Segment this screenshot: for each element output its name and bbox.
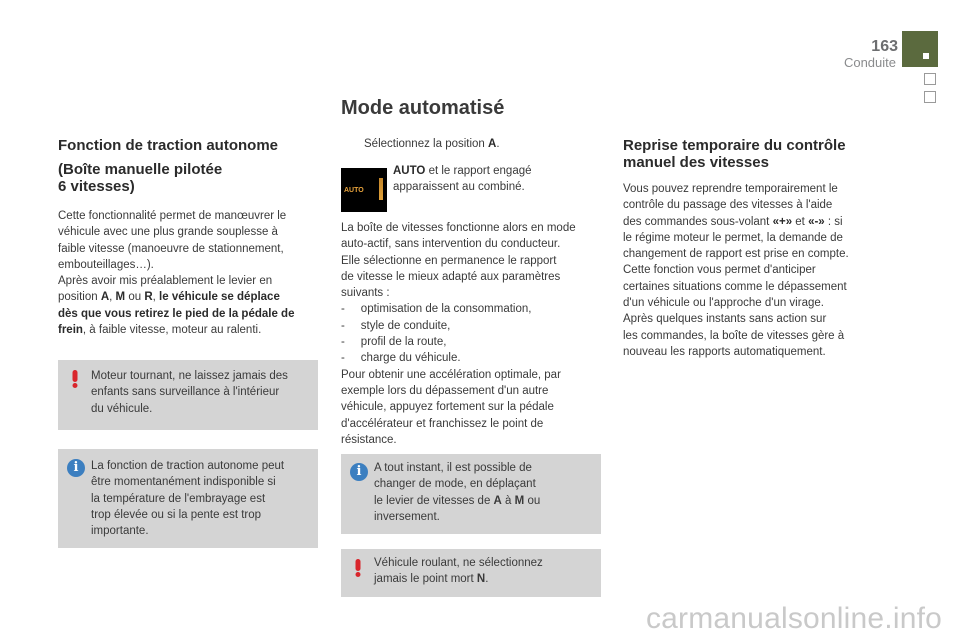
warning-text [374,555,543,588]
body-line: Après avoir mis préalablement le levier en [58,275,273,288]
warning-icon [67,370,83,388]
body-line: faible vitesse (manoeuvre de stationnement, [58,242,284,255]
heading-line-1: Reprise temporaire du contrôle [623,137,846,154]
warning-text [91,368,288,417]
text-run: ou [524,494,541,507]
text-run: , à faible vitesse, moteur au ralenti. [82,324,262,337]
left-column [58,137,323,338]
body-line: véhicule avec une plus grande souplesse à [58,226,278,239]
text-run: position [58,291,101,304]
text-run: : si [824,215,843,228]
subheading-line-1: (Boîte manuelle pilotée [58,161,223,178]
box-line: du véhicule. [91,402,153,415]
info-icon: i [350,463,368,481]
box-line: inversement. [374,510,440,523]
middle-body [341,220,606,448]
warning-box-children [58,360,318,430]
info-box-traction [58,449,318,548]
position-m: M [514,494,525,507]
position-n: N [476,573,486,586]
box-line: importante. [91,525,149,538]
info-text [91,458,284,539]
text-run: , [109,291,116,304]
body-line: auto-actif, sans intervention du conducteur. [341,238,561,251]
minus-paddle: «-» [808,215,825,228]
section-heading-manual [623,137,888,171]
position-a: A [488,138,497,150]
display-auto-label: AUTO [344,187,364,194]
bold-run: AUTO [393,165,426,177]
body-line: embouteillages…). [58,258,154,271]
main-title: Mode automatisé [341,97,505,119]
box-line: trop élevée ou si la pente est trop [91,508,262,521]
watermark: carmanualsonline.info [645,602,942,635]
text-run: ou [125,291,145,304]
chapter-tab[interactable] [902,31,938,67]
body-line: changement de rapport est prise en compte. [623,248,849,261]
heading-line-2: manuel des vitesses [623,154,769,171]
text-run: Sélectionnez la position [364,138,489,150]
text-run: . [496,138,500,150]
body-line: La boîte de vitesses fonctionne alors en mode [341,222,576,234]
text-run: . [485,573,489,586]
text-run: à [501,494,515,507]
info-box-mode [341,454,601,534]
body-line [393,163,532,179]
info-icon: i [67,459,85,477]
text-run: et le rapport engagé [425,165,532,177]
body-line: Elle sélectionne en permanence le rapport [341,254,557,267]
body-line: les commandes, la boîte de vitesses gère à [623,329,845,342]
box-line: enfants sans surveillance à l'intérieur [91,386,280,399]
box-line: être momentanément indisponible si [91,476,276,489]
body-line: apparaissent au combiné. [393,181,525,194]
chapter-tab-empty-2[interactable] [924,91,936,103]
text-run: et [792,215,809,228]
bold-run: le véhicule se déplace [159,291,280,304]
section-name: Conduite [843,55,896,70]
warning-box-neutral [341,549,601,597]
list-item: - charge du véhicule. [341,352,461,365]
body-line: Après quelques instants sans action sur [623,313,827,326]
right-body [623,181,888,360]
auto-display-image [341,168,387,212]
chapter-tab-empty-1[interactable] [924,73,936,85]
list-item: - style de conduite, [341,319,451,332]
body-line [58,289,323,305]
text-run: , [152,291,160,304]
tab-dot [923,53,929,59]
body-line: d'accélérateur et franchissez le point de [341,417,544,430]
display-gear-bar [379,178,383,200]
box-line: Véhicule roulant, ne sélectionnez [374,557,543,569]
position-m: M [115,291,126,304]
text-run: le levier de vitesses de [374,494,494,507]
body-line: certaines situations comme le dépassement [623,280,847,293]
box-line [374,571,543,587]
body-line: Pour obtenir une accélération optimale, par [341,368,561,381]
plus-paddle: «+» [772,215,793,228]
subheading-line-2: 6 vitesses) [58,178,135,195]
box-line: changer de mode, en déplaçant [374,478,536,491]
bold-run: frein [58,324,83,337]
body-line: exemple lors du dépassement d'un autre [341,384,549,397]
box-line: A tout instant, il est possible de [374,462,532,474]
position-r: R [144,291,153,304]
text-run: des commandes sous-volant [623,215,773,228]
body-line: le régime moteur le permet, la demande de [623,231,843,244]
auto-caption [393,163,532,196]
position-a: A [493,494,502,507]
bullet-instruction [364,136,500,152]
body-line: Cette fonctionnalité permet de manœuvrer le [58,210,287,222]
section-subheading [58,161,323,195]
list-item: - optimisation de la consommation, [341,303,532,316]
body-line: véhicule, appuyez fortement sur la pédale [341,401,554,414]
body-line: de vitesse le mieux adapté aux paramètres [341,270,561,283]
box-line [374,493,540,509]
box-line: Moteur tournant, ne laissez jamais des [91,370,288,382]
info-text [374,460,540,525]
page-number: 163 [871,38,898,55]
body-line [58,322,323,338]
box-line: la température de l'embrayage est [91,492,266,505]
body-line: suivants : [341,287,390,300]
warning-icon [350,559,366,577]
left-body [58,208,323,338]
right-column [623,137,888,360]
box-line: La fonction de traction autonome peut [91,460,285,472]
body-line: résistance. [341,433,397,446]
position-a: A [100,291,110,304]
body-line [623,214,888,230]
body-line: d'un véhicule ou l'approche d'un virage. [623,297,824,310]
body-line: nouveau les rapports automatiquement. [623,345,826,358]
text-run: jamais le point mort [374,573,477,586]
body-line: Vous pouvez reprendre temporairement le [623,183,838,195]
body-line [58,306,323,322]
body-line: Cette fonction vous permet d'anticiper [623,264,816,277]
list-item: - profil de la route, [341,336,447,349]
section-heading-traction: Fonction de traction autonome [58,137,278,154]
body-line: contrôle du passage des vitesses à l'aide [623,199,833,212]
bold-run: dès que vous retirez le pied de la pédale de [58,307,295,320]
